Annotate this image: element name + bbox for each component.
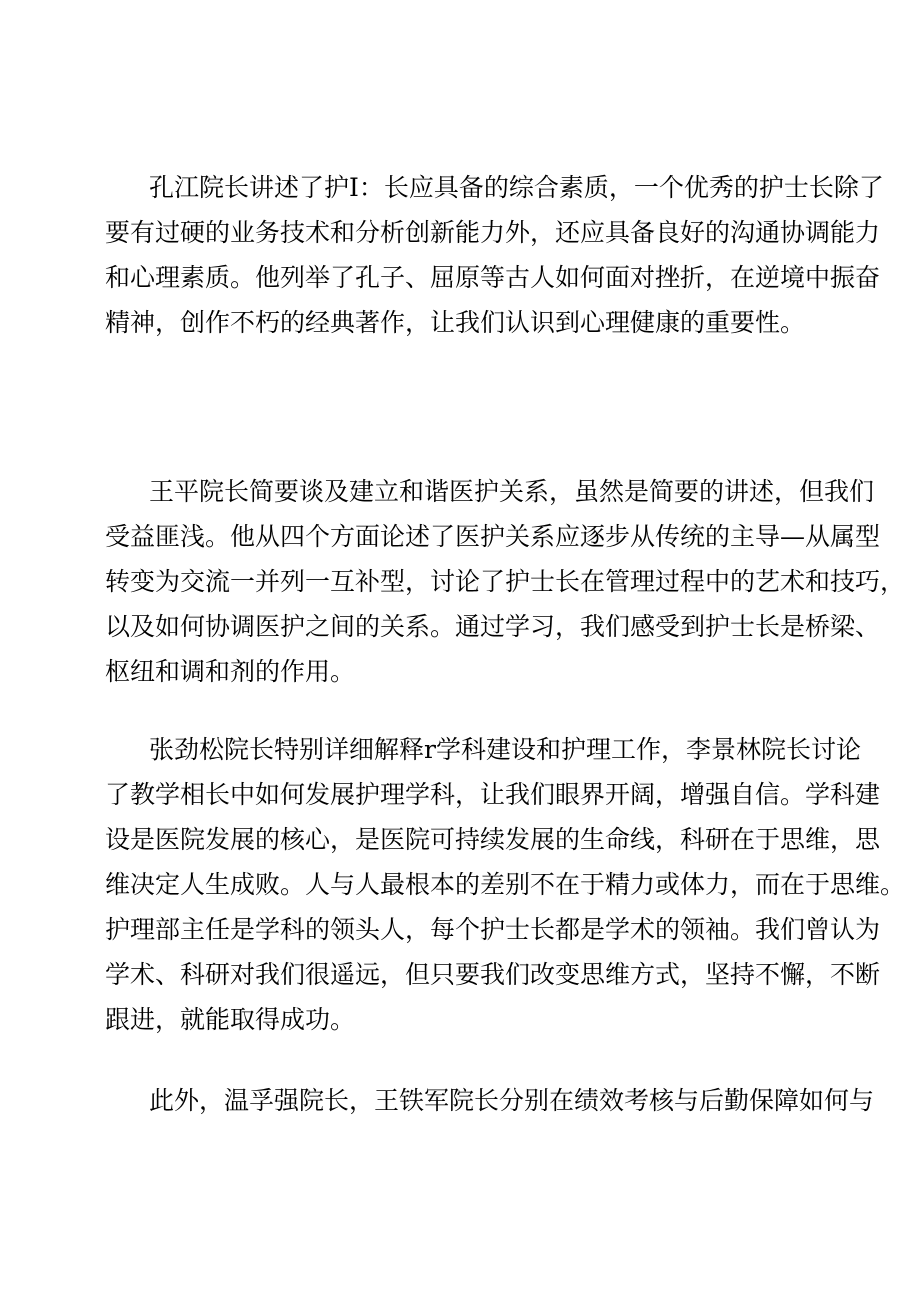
- paragraph-line: 转变为交流一并列一互补型，讨论了护士长在管理过程中的艺术和技巧，: [105, 567, 906, 596]
- paragraph-line: 跟进，就能取得成功。: [105, 1005, 356, 1034]
- paragraph-line: 枢纽和调和剂的作用。: [105, 657, 356, 686]
- paragraph-2: [105, 469, 906, 694]
- paragraph-line: 精神，创作不朽的经典著作，让我们认识到心理健康的重要性。: [105, 308, 806, 337]
- paragraph-line: 要有过硬的业务技术和分析创新能力外，还应具备良好的沟通协调能力: [105, 218, 881, 247]
- paragraph-line: 受益匪浅。他从四个方面论述了医护关系应逐步从传统的主导—从属型: [105, 522, 881, 551]
- paragraph-line: 此外，温孚强院长，王铁军院长分别在绩效考核与后勤保障如何与: [149, 1086, 875, 1115]
- paragraph-line: 王平院长简要谈及建立和谐医护关系，虽然是简要的讲述，但我们: [149, 477, 875, 506]
- paragraph-line: 以及如何协调医护之间的关系。通过学习，我们感受到护士长是桥梁、: [105, 612, 881, 641]
- paragraph-3: [105, 727, 906, 1042]
- paragraph-line: 维决定人生成败。人与人最根本的差别不在于精力或体力，而在于思维。: [105, 870, 906, 899]
- paragraph-line: 张劲松院长特别详细解释r学科建设和护理工作，李景林院长讨论: [149, 735, 861, 764]
- paragraph-line: 和心理素质。他列举了孔子、屈原等古人如何面对挫折，在逆境中振奋: [105, 263, 881, 292]
- paragraph-line: 设是医院发展的核心，是医院可持续发展的生命线，科研在于思维，思: [105, 825, 881, 854]
- paragraph-line: 了教学相长中如何发展护理学科，让我们眼界开阔，增强自信。学科建: [105, 780, 881, 809]
- paragraph-1: [105, 165, 884, 345]
- paragraph-line: 学术、科研对我们很遥远，但只要我们改变思维方式，坚持不懈，不断: [105, 960, 881, 989]
- paragraph-line: 护理部主任是学科的领头人，每个护士长都是学术的领袖。我们曾认为: [105, 915, 881, 944]
- paragraph-4: [105, 1078, 875, 1123]
- paragraph-line: 孔江院长讲述了护I：长应具备的综合素质，一个优秀的护士长除了: [149, 173, 884, 202]
